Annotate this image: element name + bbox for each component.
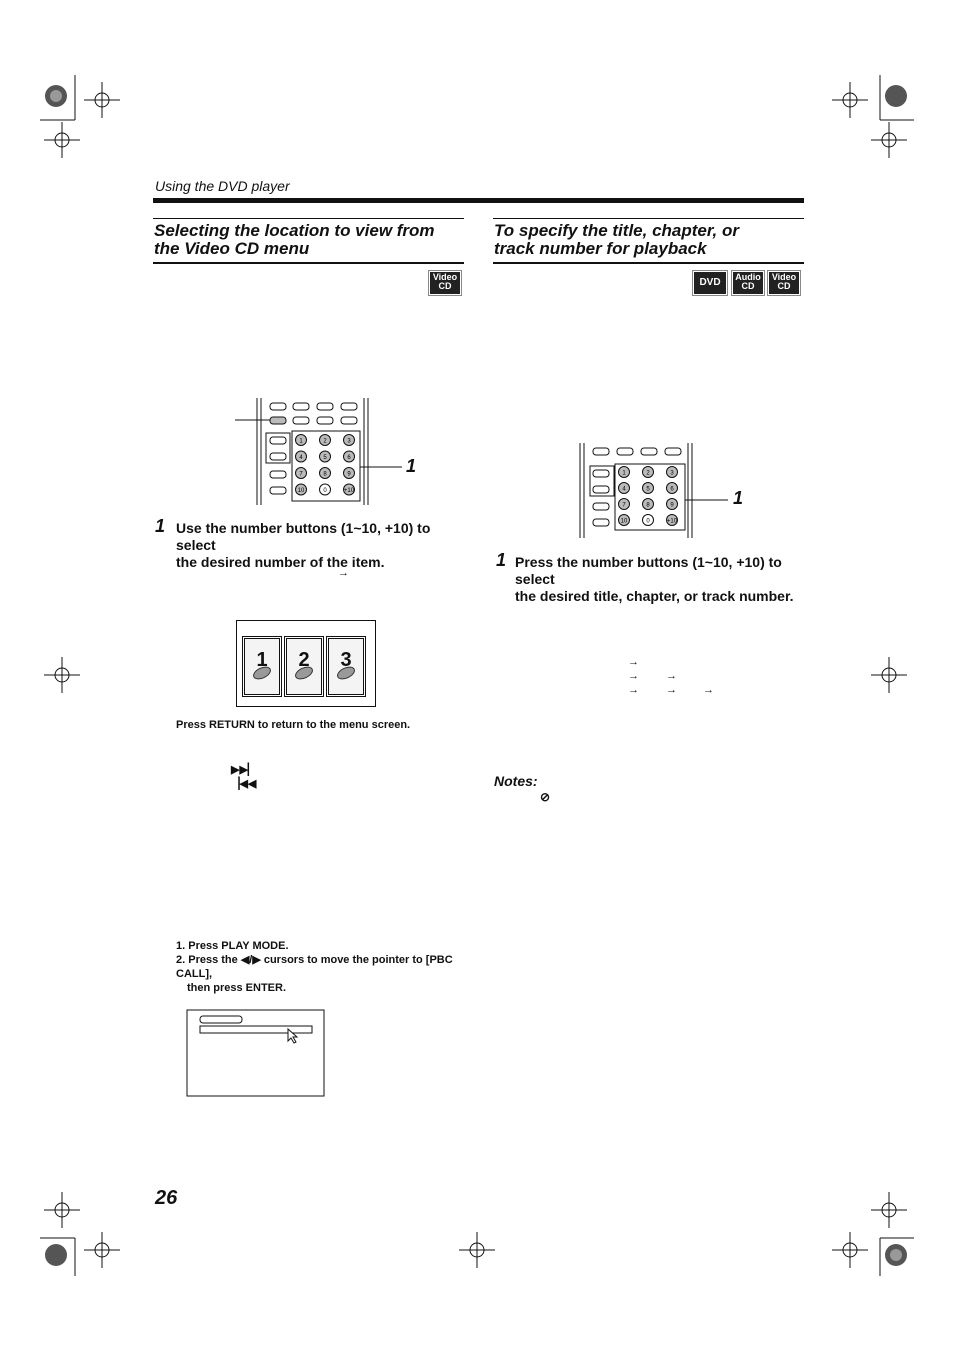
right-step-number: 1	[496, 550, 507, 570]
keypad-label: 10	[620, 518, 628, 525]
arrow-icon: →	[338, 567, 349, 579]
dvd-badge-label: DVD	[699, 277, 721, 288]
pbc-steps	[176, 939, 466, 995]
dvd-badge	[694, 272, 726, 294]
keypad-label: 8	[646, 502, 650, 509]
arrow-icon: →	[628, 656, 639, 668]
menu-item-thumbnail	[244, 638, 280, 695]
keypad-label: 6	[670, 486, 674, 493]
pointer-icon	[288, 1029, 297, 1043]
menu-item-thumbnail	[286, 638, 322, 695]
left-title-line2: the Video CD menu	[154, 239, 310, 258]
pbc-step-1: 1. Press PLAY MODE.	[176, 940, 289, 952]
prev-icon: ▕◀◀	[231, 778, 257, 790]
badge-line2: CD	[777, 281, 791, 291]
remote-illustration-left	[230, 395, 430, 510]
right-step-text	[515, 554, 805, 605]
section-header: Using the DVD player	[155, 178, 290, 194]
prohibit-icon: ⊘	[540, 790, 551, 804]
left-section-title	[153, 218, 464, 264]
menu-item-number: 3	[340, 649, 352, 671]
left-step-text	[176, 520, 466, 571]
keypad-label: 0	[323, 488, 327, 494]
keypad-label: 4	[299, 455, 303, 461]
keypad-label: 3	[347, 438, 351, 445]
page-number: 26	[155, 1187, 178, 1209]
keypad-label: 8	[323, 471, 327, 478]
keypad-label: +10	[343, 488, 355, 494]
pbc-step-2-cont: then press ENTER.	[187, 982, 287, 994]
keypad-label: 7	[622, 502, 626, 509]
return-note: Press RETURN to return to the menu screen.	[176, 719, 411, 731]
keypad-label: 0	[646, 518, 650, 525]
right-callout-number: 1	[733, 488, 744, 508]
keypad-label: 9	[347, 471, 351, 478]
right-step-line1: Press the number buttons (1~10, +10) to select	[515, 554, 782, 587]
menu-item-number: 1	[256, 649, 268, 671]
arrow-icon: →	[666, 670, 677, 682]
menu-items	[244, 638, 364, 695]
pbc-step-2: 2. Press the ◀/▶ cursors to move the pointer to [PBC CALL],	[176, 954, 453, 980]
arrow-icon: →	[628, 670, 639, 682]
left-step-line2: the desired number of the item.	[176, 554, 385, 570]
keypad-label: 4	[622, 486, 626, 493]
remote-illustration-right	[568, 440, 748, 540]
right-title-line2: track number for playback	[494, 239, 707, 258]
right-section-title	[493, 218, 804, 264]
badge-line1: Video	[432, 272, 458, 282]
video-cd-badge-right	[769, 272, 799, 294]
arrow-icon: →	[666, 684, 677, 696]
next-icon: ▶▶▏	[231, 764, 257, 776]
video-cd-badge	[430, 272, 460, 294]
keypad-label: 9	[670, 502, 674, 509]
keypad-label: 3	[670, 470, 674, 477]
keypad-label: 6	[347, 455, 351, 461]
arrow-icon: →	[703, 684, 714, 696]
keypad-label: 1	[299, 438, 303, 445]
keypad-label: 2	[323, 438, 327, 445]
keypad-label: 1	[622, 470, 626, 477]
keypad-label: 2	[646, 470, 650, 477]
badge-line1: Video	[771, 272, 797, 282]
menu-item-number: 2	[298, 649, 310, 671]
left-step-line1: Use the number buttons (1~10, +10) to select	[176, 520, 431, 553]
menu-item-thumbnail	[328, 638, 364, 695]
left-step-number: 1	[155, 516, 166, 536]
menu-screen-illustration	[236, 620, 376, 707]
play-mode-screen-illustration	[186, 1009, 326, 1098]
keypad-label: 10	[297, 488, 305, 494]
right-title-line1: To specify the title, chapter, or	[494, 221, 739, 240]
keypad-label: +10	[666, 518, 678, 525]
arrow-icon: →	[628, 684, 639, 696]
keypad-label: 5	[646, 486, 650, 493]
badge-line2: CD	[438, 281, 452, 291]
keypad-right	[619, 467, 678, 526]
audio-cd-badge	[733, 272, 763, 294]
header-rule	[153, 198, 804, 203]
left-title-line1: Selecting the location to view from	[154, 221, 435, 240]
keypad-label: 5	[323, 455, 327, 461]
left-callout-number: 1	[406, 456, 417, 476]
badge-line2: CD	[741, 281, 755, 291]
notes-label: Notes:	[494, 773, 538, 789]
keypad-left	[296, 435, 355, 496]
keypad-label: 7	[299, 471, 303, 478]
right-step-line2: the desired title, chapter, or track number.	[515, 588, 794, 604]
badge-line1: Audio	[735, 272, 761, 282]
